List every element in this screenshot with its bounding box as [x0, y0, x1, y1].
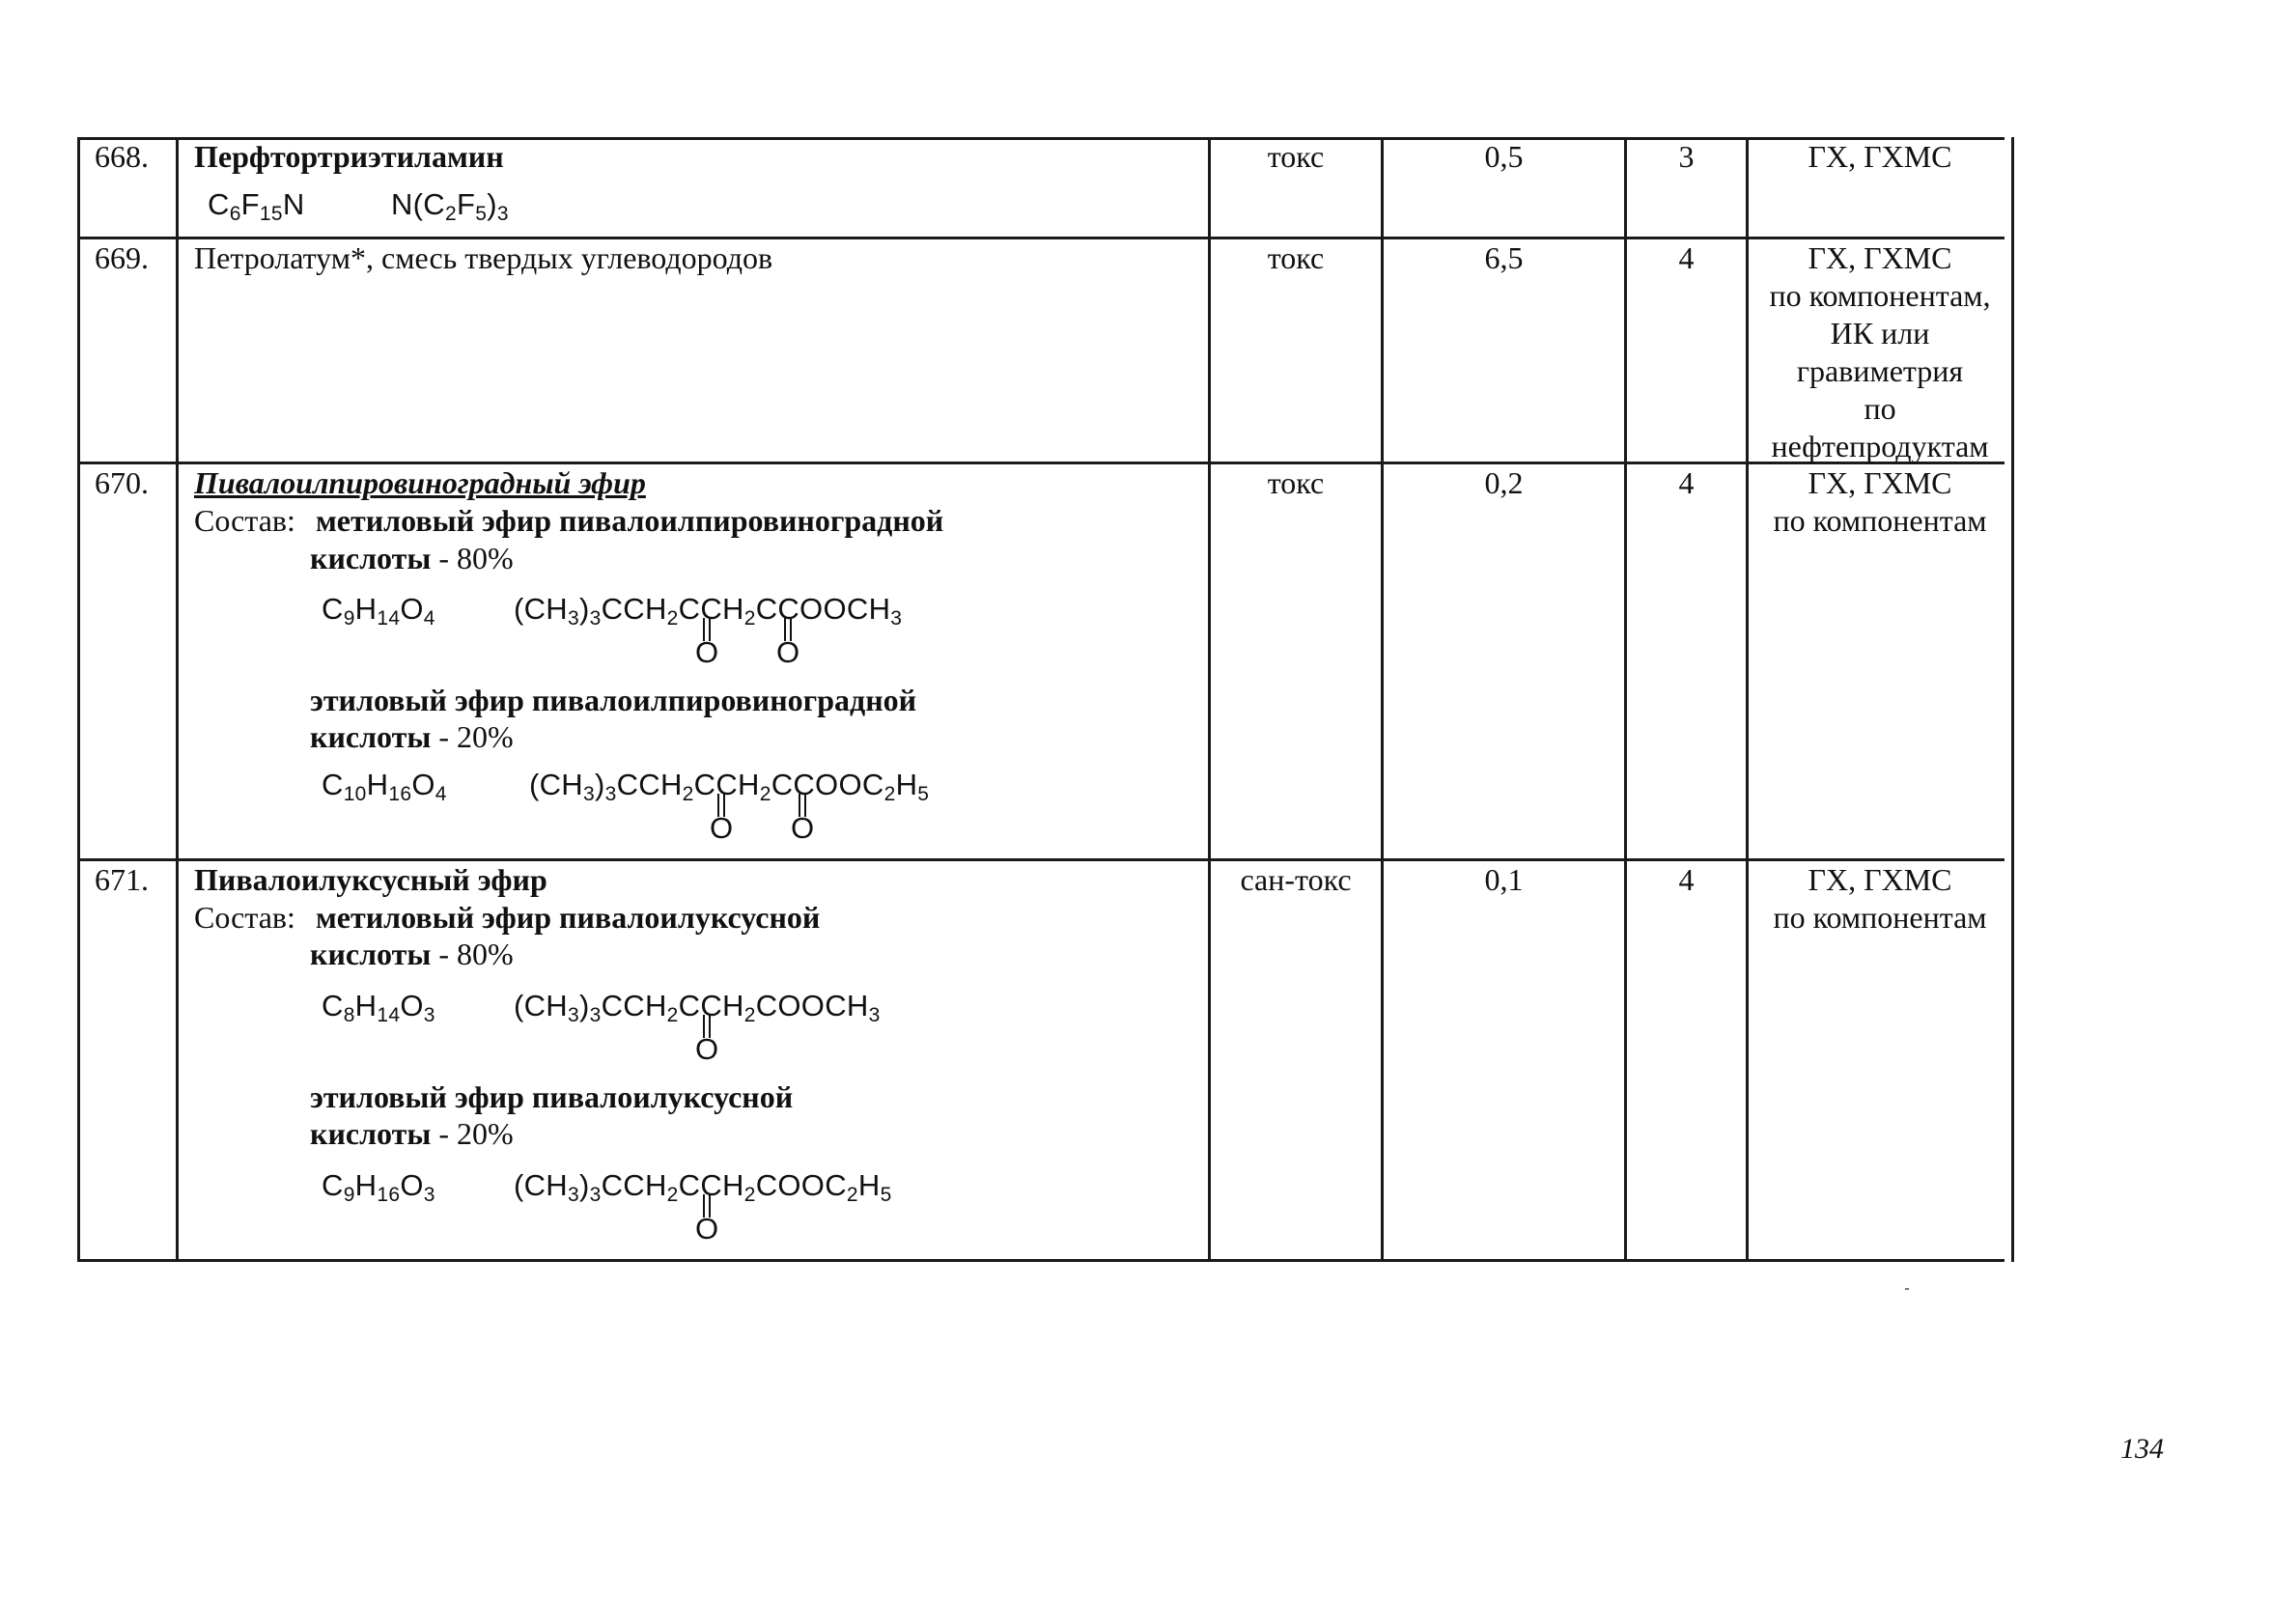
method-line: по компонентам,: [1769, 278, 1991, 313]
method-line: ГХ, ГХМС: [1808, 862, 1952, 897]
method-line: по компонентам: [1773, 900, 1987, 935]
structural-formula: $(CH_3)_3CCH_2CCH_2CCOOC_2H_5$: [529, 768, 930, 805]
column-divider: [1624, 137, 1627, 1262]
structural-formula: $(CH_3)_3CCH_2CCH_2CCOOCH_3$: [514, 592, 903, 630]
structural-formula: $N(C_2F_5)_3$: [391, 187, 509, 225]
hazard-type: сан-токс: [1240, 862, 1352, 897]
component-name: этиловый эфир пивалоилпировиноградной: [310, 683, 917, 717]
hazard-class: 4: [1678, 465, 1695, 500]
hazard-class: 4: [1678, 240, 1695, 275]
method-line: гравиметрия: [1796, 353, 1964, 388]
component-share: кислоты - 80%: [310, 541, 514, 575]
carbonyl-group: O: [791, 811, 815, 845]
substance-name: Перфтортриэтиламин: [194, 139, 504, 174]
concentration-value: 0,5: [1484, 139, 1524, 174]
row-number: 671.: [95, 862, 149, 897]
analysis-method: ГХ, ГХМС: [1808, 139, 1952, 174]
method-line: ИК или: [1830, 316, 1930, 350]
hazard-type: токс: [1267, 465, 1325, 500]
component-share: кислоты - 20%: [310, 1116, 514, 1151]
concentration-value: 0,2: [1484, 465, 1524, 500]
carbonyl-group: O: [695, 1032, 719, 1066]
substance-name: Пивалоилпировиноградный эфир: [194, 465, 646, 500]
hazard-type: токс: [1267, 240, 1325, 275]
carbonyl-group: O: [776, 635, 800, 669]
component-name: метиловый эфир пивалоилуксусной: [316, 900, 821, 935]
row-number: 668.: [95, 139, 149, 174]
hazard-class: 3: [1678, 139, 1695, 174]
component-name: этиловый эфир пивалоилуксусной: [310, 1079, 794, 1114]
composition-label: Состав:: [194, 900, 295, 935]
row-number: 670.: [95, 465, 149, 500]
method-line: по компонентам: [1773, 503, 1987, 538]
component-share: кислоты - 80%: [310, 937, 514, 971]
concentration-value: 6,5: [1484, 240, 1524, 275]
substance-name: Петролатум*, смесь твердых углеводородов: [194, 240, 773, 275]
table-border-right: [2011, 137, 2014, 1262]
method-line: нефтепродуктам: [1771, 429, 1989, 463]
column-divider: [176, 137, 179, 1262]
structural-formula: $(CH_3)_3CCH_2CCH_2COOCH_3$: [514, 989, 881, 1026]
carbonyl-group: O: [695, 1212, 719, 1246]
composition-label: Состав:: [194, 503, 295, 538]
chemical-formula: $C_6F_{15}N$: [208, 187, 305, 225]
chemical-formula: $C_8H_{14}O_3$: [322, 989, 435, 1026]
column-divider: [1208, 137, 1211, 1262]
table-border-bottom: [77, 1259, 2005, 1262]
hazard-class: 4: [1678, 862, 1695, 897]
carbonyl-group: O: [710, 811, 734, 845]
concentration-value: 0,1: [1484, 862, 1524, 897]
row-number: 669.: [95, 240, 149, 275]
method-line: ГХ, ГХМС: [1808, 240, 1952, 275]
hazard-type: токс: [1267, 139, 1325, 174]
table-border-left: [77, 137, 80, 1262]
component-name: метиловый эфир пивалоилпировиноградной: [316, 503, 944, 538]
component-share: кислоты - 20%: [310, 719, 514, 754]
method-line: ГХ, ГХМС: [1808, 465, 1952, 500]
page-number: 134: [2120, 1433, 2164, 1465]
column-divider: [1381, 137, 1384, 1262]
scan-speck: [1905, 1288, 1909, 1290]
structural-formula: $(CH_3)_3CCH_2CCH_2COOC_2H_5$: [514, 1168, 892, 1206]
carbonyl-group: O: [695, 635, 719, 669]
chemical-formula: $C_{10}H_{16}O_4$: [322, 768, 447, 805]
substance-name: Пивалоилуксусный эфир: [194, 862, 547, 897]
method-line: по: [1864, 391, 1896, 426]
chemical-formula: $C_9H_{16}O_3$: [322, 1168, 435, 1206]
chemical-formula: $C_9H_{14}O_4$: [322, 592, 435, 630]
